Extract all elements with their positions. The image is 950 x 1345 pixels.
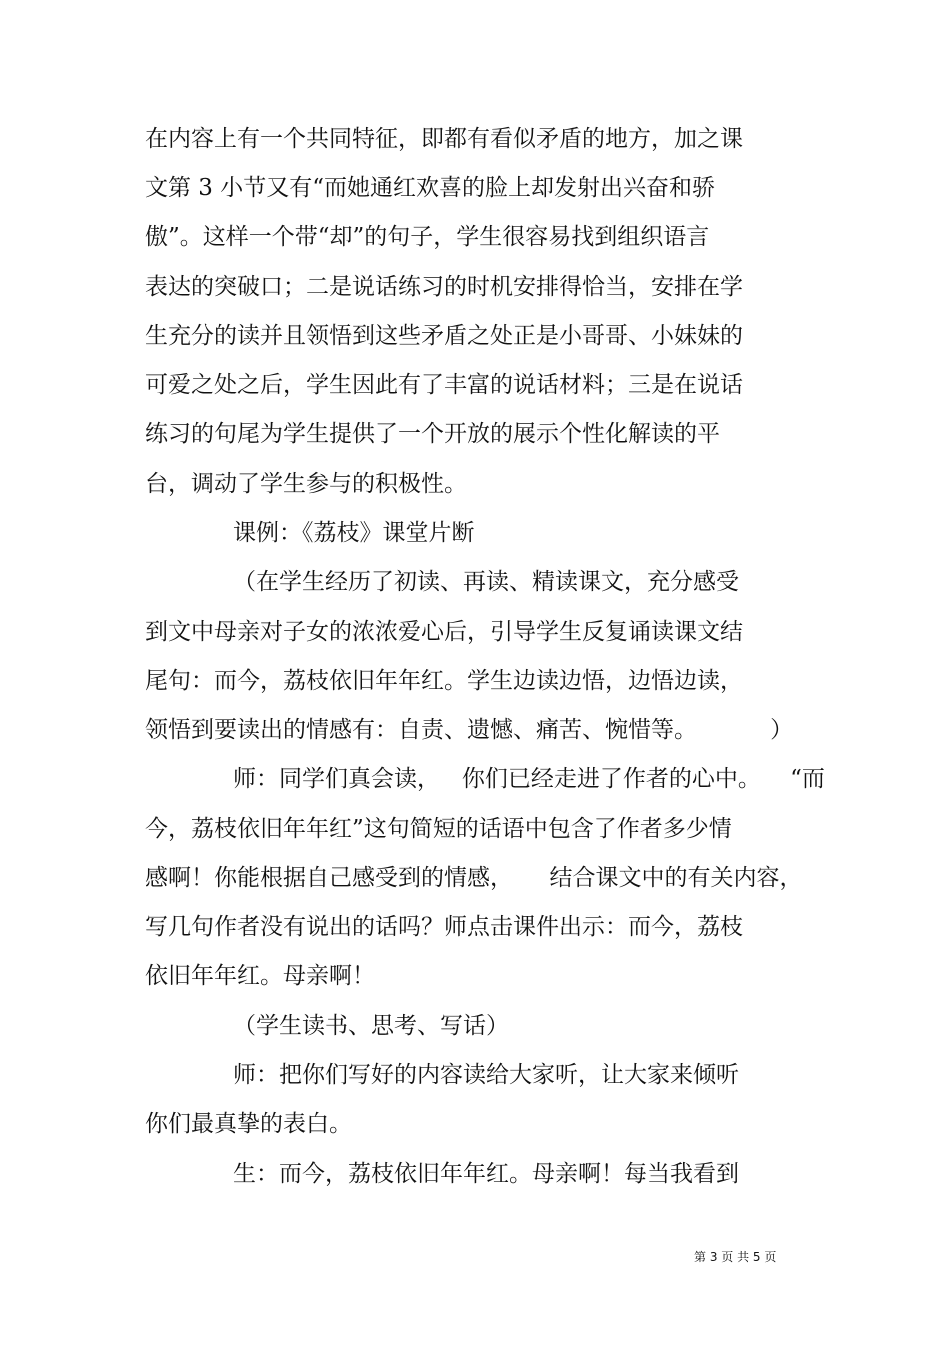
- text-line-5: 生充分的读并且领悟到这些矛盾之处正是小哥哥、小妹妹的: [145, 323, 743, 349]
- text-line-7: 练习的句尾为学生提供了一个开放的展示个性化解读的平: [145, 421, 720, 447]
- text-line-1: 在内容上有一个共同特征，即都有看似矛盾的地方，加之课: [145, 126, 743, 152]
- text-line-4: 表达的突破口；二是说话练习的时机安排得恰当，安排在学: [145, 274, 743, 300]
- page-number-footer: 第 3 页 共 5 页: [694, 1250, 777, 1264]
- text-line-2: 文第 3 小节又有“而她通红欢喜的脸上却发射出兴奋和骄: [145, 175, 716, 201]
- text-line-20: 师：把你们写好的内容读给大家听，让大家来倾听: [233, 1062, 739, 1088]
- text-line-21: 你们最真挚的表白。: [145, 1111, 352, 1137]
- text-line-18: 依旧年年红。母亲啊！: [145, 963, 375, 989]
- text-line-16: 感啊！你能根据自己感受到的情感， 结合课文中的有关内容，: [145, 865, 803, 891]
- lesson-example-heading: 课例：《荔枝》课堂片断: [233, 520, 475, 546]
- text-line-11: 到文中母亲对子女的浓浓爱心后，引导学生反复诵读课文结: [145, 619, 743, 645]
- text-line-3: 傲”。这样一个带“却”的句子，学生很容易找到组织语言: [145, 224, 710, 250]
- text-line-8: 台，调动了学生参与的积极性。: [145, 471, 467, 497]
- text-line-10: （在学生经历了初读、再读、精读课文，充分感受: [233, 569, 739, 595]
- text-line-6: 可爱之处之后，学生因此有了丰富的说话材料；三是在说话: [145, 372, 743, 398]
- text-line-14: 师：同学们真会读， 你们已经走进了作者的心中。 “而: [233, 766, 825, 792]
- text-line-13: 领悟到要读出的情感有：自责、遗憾、痛苦、惋惜等。 ）: [145, 717, 794, 743]
- text-line-12: 尾句：而今，荔枝依旧年年红。学生边读边悟，边悟边读，: [145, 668, 743, 694]
- text-line-22: 生：而今，荔枝依旧年年红。母亲啊！每当我看到: [233, 1161, 739, 1187]
- text-line-17: 写几句作者没有说出的话吗？师点击课件出示：而今，荔枝: [145, 914, 743, 940]
- text-line-19: （学生读书、思考、写话）: [233, 1013, 509, 1039]
- text-line-15: 今，荔枝依旧年年红”这句简短的话语中包含了作者多少情: [145, 816, 732, 842]
